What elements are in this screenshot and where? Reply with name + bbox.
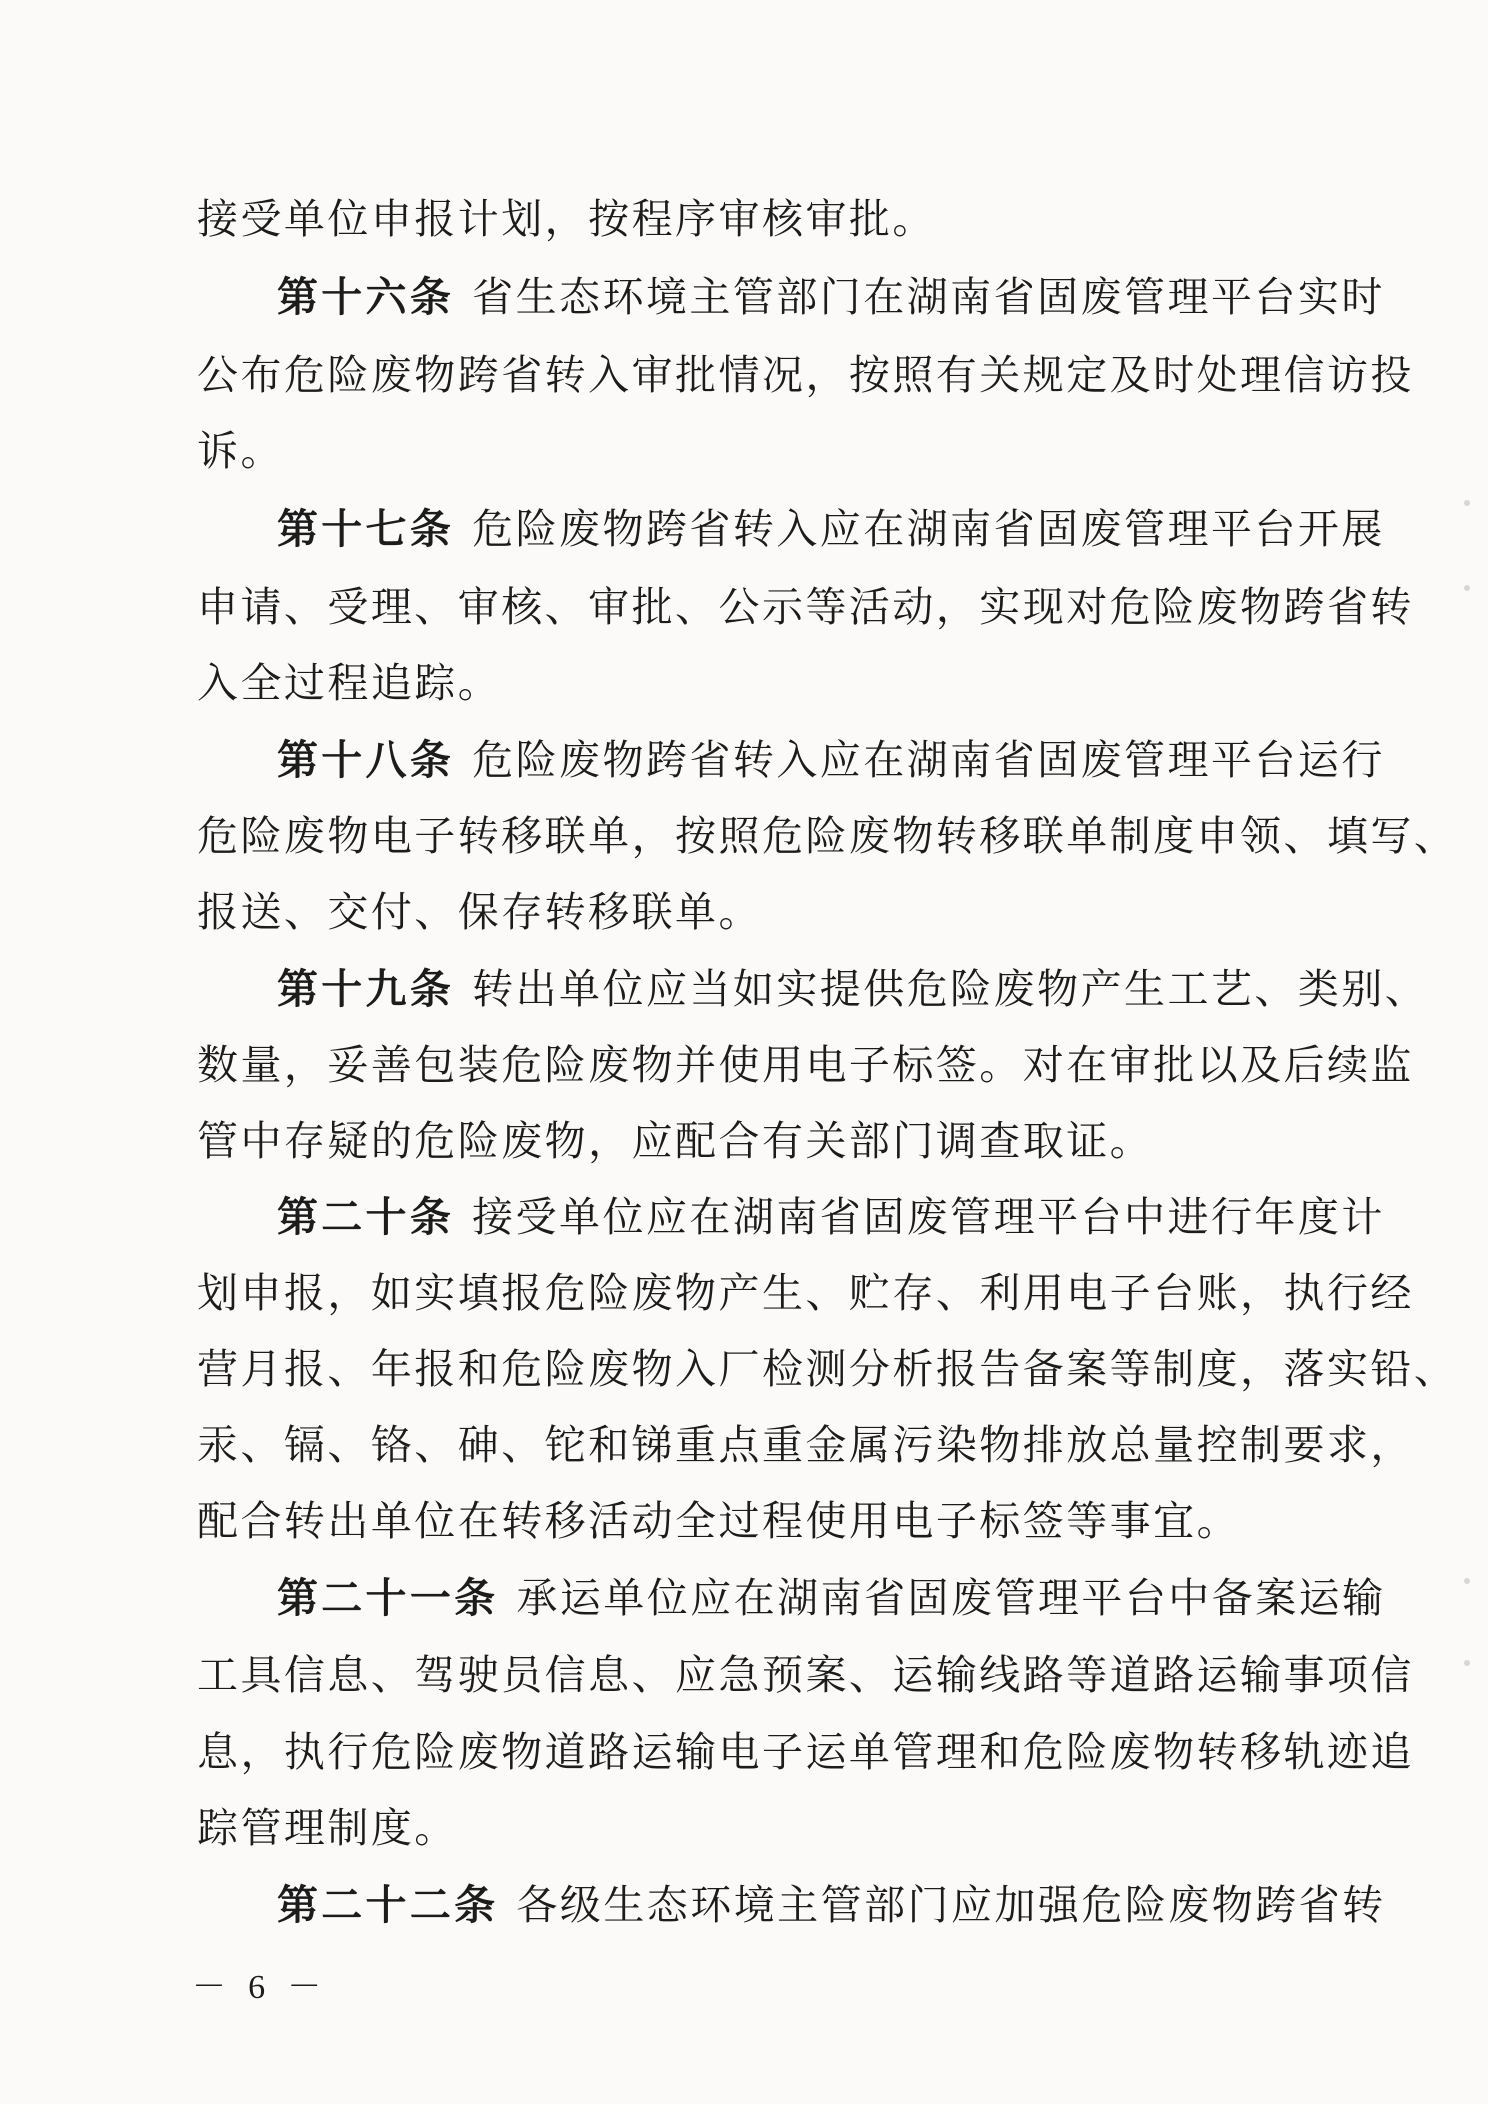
text-line — [197, 194, 1317, 244]
scan-speck — [1464, 585, 1470, 591]
line-text: 承运单位应在湖南省固废管理平台中备案运输 — [516, 1574, 1386, 1622]
text-line — [197, 1727, 1414, 1777]
line-text: 接受单位申报计划，按程序审核审批。 — [197, 195, 936, 243]
article-number: 第二十二条 — [277, 1881, 499, 1929]
line-text: 转出单位应当如实提供危险废物产生工艺、类别、 — [472, 965, 1429, 1013]
article-number: 第十七条 — [277, 505, 455, 553]
line-text: 入全过程追踪。 — [197, 659, 502, 707]
text-line — [197, 1040, 1414, 1090]
article-heading-line — [277, 735, 1385, 785]
article-heading-line — [277, 272, 1385, 322]
line-text: 管中存疑的危险废物，应配合有关部门调查取证。 — [197, 1117, 1154, 1165]
line-text: 诉。 — [197, 427, 284, 475]
line-text: 工具信息、驾驶员信息、应急预案、运输线路等道路运输事项信 — [197, 1651, 1414, 1699]
scan-speck — [1464, 500, 1470, 506]
article-heading-line — [277, 964, 1429, 1014]
text-line — [197, 1650, 1414, 1700]
line-text: 划申报，如实填报危险废物产生、贮存、利用电子台账，执行经 — [197, 1269, 1414, 1317]
scan-speck — [1464, 1578, 1470, 1584]
line-text: 营月报、年报和危险废物入厂检测分析报告备案等制度，落实铅、 — [197, 1345, 1458, 1393]
text-line — [197, 1420, 1414, 1470]
text-line — [197, 1496, 1317, 1546]
line-text: 汞、镉、铬、砷、铊和锑重点重金属污染物排放总量控制要求， — [197, 1421, 1414, 1469]
text-line — [197, 1116, 1317, 1166]
text-line — [197, 582, 1414, 632]
text-line — [197, 658, 1317, 708]
text-line — [197, 1344, 1458, 1394]
scan-speck — [1464, 1660, 1470, 1666]
text-line — [197, 426, 1317, 476]
line-text: 危险废物跨省转入应在湖南省固废管理平台开展 — [472, 505, 1385, 553]
line-text: 接受单位应在湖南省固废管理平台中进行年度计 — [472, 1193, 1385, 1241]
article-heading-line — [277, 1192, 1385, 1242]
line-text: 危险废物电子转移联单，按照危险废物转移联单制度申领、填写、 — [197, 812, 1458, 860]
line-text: 息，执行危险废物道路运输电子运单管理和危险废物转移轨迹追 — [197, 1728, 1414, 1776]
page-number: － 6 － — [192, 1969, 328, 2006]
line-text: 公布危险废物跨省转入审批情况，按照有关规定及时处理信访投 — [197, 351, 1414, 399]
article-heading-line — [277, 1880, 1386, 1930]
article-heading-line — [277, 1573, 1386, 1623]
article-number: 第十八条 — [277, 736, 455, 784]
line-text: 报送、交付、保存转移联单。 — [197, 888, 762, 936]
article-number: 第十六条 — [277, 273, 455, 321]
line-text: 各级生态环境主管部门应加强危险废物跨省转 — [516, 1881, 1386, 1929]
text-line — [197, 811, 1458, 861]
line-text: 危险废物跨省转入应在湖南省固废管理平台运行 — [472, 736, 1385, 784]
line-text: 配合转出单位在转移活动全过程使用电子标签等事宜。 — [197, 1497, 1241, 1545]
article-heading-line — [277, 504, 1385, 554]
text-line — [197, 1268, 1414, 1318]
line-text: 数量，妥善包装危险废物并使用电子标签。对在审批以及后续监 — [197, 1041, 1414, 1089]
text-line — [197, 1803, 1317, 1853]
line-text: 踪管理制度。 — [197, 1804, 458, 1852]
text-line — [197, 887, 1317, 937]
article-number: 第二十条 — [277, 1193, 455, 1241]
article-number: 第二十一条 — [277, 1574, 499, 1622]
text-line — [197, 350, 1414, 400]
line-text: 申请、受理、审核、审批、公示等活动，实现对危险废物跨省转 — [197, 583, 1414, 631]
article-number: 第十九条 — [277, 965, 455, 1013]
line-text: 省生态环境主管部门在湖南省固废管理平台实时 — [472, 273, 1385, 321]
